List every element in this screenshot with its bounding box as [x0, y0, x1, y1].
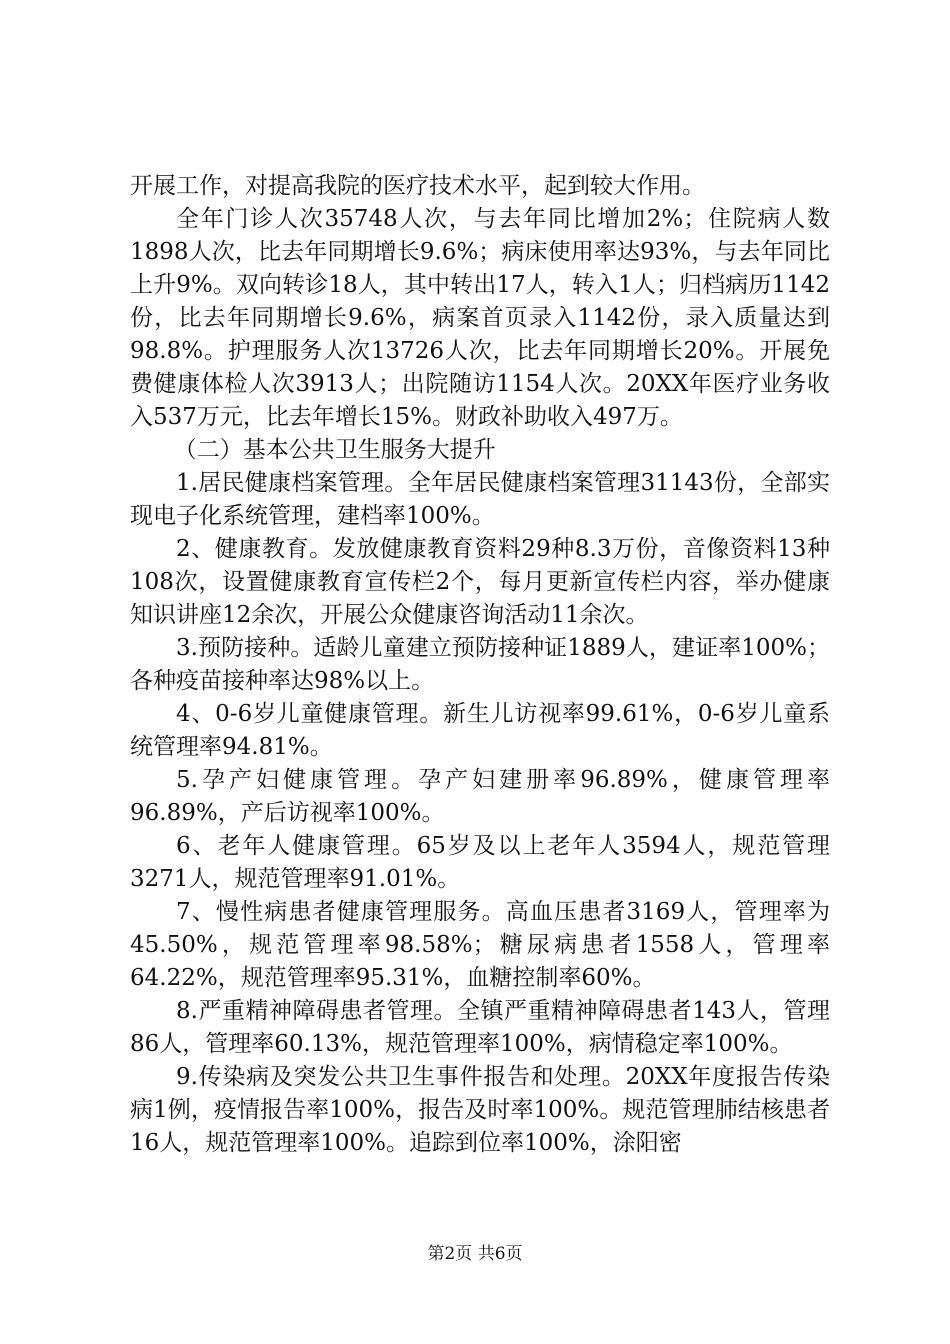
paragraph-maternal-health: 5.孕产妇健康管理。孕产妇建册率96.89%，健康管理率96.89%，产后访视率100%。 [130, 767, 830, 826]
paragraph-health-records: 1.居民健康档案管理。全年居民健康档案管理31143份，全部实现电子化系统管理，建档率100%。 [130, 470, 830, 529]
paragraph-child-health: 4、0-6岁儿童健康管理。新生儿访视率99.61%，0-6岁儿童系统管理率94.81%。 [130, 701, 830, 760]
paragraph-continuation: 开展工作，对提高我院的医疗技术水平，起到较大作用。 [130, 173, 705, 199]
document-body [130, 170, 830, 1160]
page-number-footer: 第2页 共6页 [427, 1244, 523, 1264]
paragraph-chronic-disease: 7、慢性病患者健康管理服务。高血压患者3169人，管理率为45.50%，规范管理率98.58%；糖尿病患者1558人，管理率64.22%，规范管理率95.31%，血糖控制率60%。 [130, 899, 830, 991]
paragraph-annual-statistics: 全年门诊人次35748人次，与去年同比增加2%；住院病人数1898人次，比去年同期增长9.6%；病床使用率达93%，与去年同比上升9%。双向转诊18人，其中转出17人，转入1人；归档病历1142份，比去年同期增长9.6%，病案首页录入1142份，录入质量达到98.8%。护理服务人次13726人次，比去年同期增长20%。开展免费健康体检人次3913人；出院随访1154人次。20XX年医疗业务收入537万元，比去年增长15%。财政补助收入497万。 [130, 206, 830, 430]
paragraph-infectious-disease: 9.传染病及突发公共卫生事件报告和处理。20XX年度报告传染病1例，疫情报告率100%，报告及时率100%。规范管理肺结核患者16人，规范管理率100%。追踪到位率100%，涂阳密 [130, 1064, 830, 1156]
paragraph-elderly-health: 6、老年人健康管理。65岁及以上老年人3594人，规范管理3271人，规范管理率91.01%。 [130, 833, 830, 892]
paragraph-health-education: 2、健康教育。发放健康教育资料29种8.3万份，音像资料13种108次，设置健康教育宣传栏2个，每月更新宣传栏内容，举办健康知识讲座12余次，开展公众健康咨询活动11余次。 [130, 536, 830, 628]
paragraph-mental-disorder: 8.严重精神障碍患者管理。全镇严重精神障碍患者143人，管理86人，管理率60.13%，规范管理率100%，病情稳定率100%。 [130, 998, 830, 1057]
section-heading: （二）基本公共卫生服务大提升 [173, 437, 496, 463]
paragraph-vaccination: 3.预防接种。适龄儿童建立预防接种证1889人，建证率100%；各种疫苗接种率达98%以上。 [130, 635, 830, 694]
